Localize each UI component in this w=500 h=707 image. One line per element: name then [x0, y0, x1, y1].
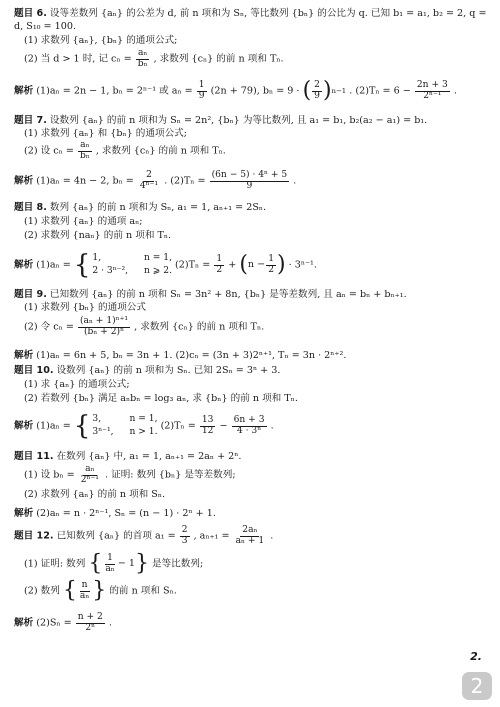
paren-expression: ( n − $\frac{1}{2}$ ) — [239, 252, 286, 277]
problem-7-statement: 题目 7. 设数列 {aₙ} 的前 n 项和为 Sₙ = 2n², {bₙ} 为等比数列, 且 a₁ = b₁, b₂(a₂ − a₁) = b₁. — [14, 115, 428, 126]
problem-10-part-2: (2) 若数列 {bₙ} 满足 aₙbₙ = log₃ aₙ, 求 {bₙ} 的前 n 项和 Tₙ. — [24, 393, 298, 404]
problem-8-part-2: (2) 求数列 {naₙ} 的前 n 项和 Tₙ. — [24, 230, 172, 241]
problem-11-solution: 解析 (2)aₙ = n · 2ⁿ⁻¹, Sₙ = (n − 1) · 2ⁿ + 1. — [14, 508, 216, 519]
fraction: $\frac{\text{(aₙ + 1)ⁿ⁺¹}}{\text{(bₙ + 2)ⁿ}}$ — [79, 316, 129, 337]
problem-12-part-2: (2) 数列 { $\frac{n}{\text{aₙ}}$ } 的前 n 项和 Sₙ. — [24, 578, 177, 603]
problem-9-part-1: (1) 求数列 {bₙ} 的通项公式 — [24, 302, 146, 313]
brace-expression: { $\frac{1}{\text{aₙ}}$ − 1 } — [88, 551, 149, 576]
problem-8-solution: 解析 (1)aₙ = { 1, n = 1, 2 · 3ⁿ⁻², n ⩾ 2. (2)Tₙ = $\frac{1}{2}$ + ( n − $\frac{1}{2}$ ) · 3ⁿ⁻¹. — [14, 250, 317, 280]
problem-9-part-2: (2) 令 cₙ = $\frac{\text{(aₙ + 1)ⁿ⁺¹}}{\text{(bₙ + 2)ⁿ}}$ , 求数列 {cₙ} 的前 n 项和 Tₙ. — [24, 316, 265, 337]
problem-9-statement: 题目 9. 已知数列 {aₙ} 的前 n 项和 Sₙ = 3n² + 8n, {bₙ} 是等差数列, 且 aₙ = bₙ + bₙ₊₁. — [14, 289, 407, 300]
paren-fraction: ( $\frac{2}{9}$ ) n−1 — [302, 78, 347, 103]
fraction: $\frac{\text{2aₙ}}{\text{aₙ + 1}}$ — [235, 525, 265, 546]
problem-6-statement: 题目 6. 设等差数列 {aₙ} 的公差为 d, 前 n 项和为 Sₙ, 等比数列 {bₙ} 的公比为 q. 已知 b₁ = a₁, b₂ = 2, q = — [14, 8, 487, 19]
fraction: $\frac{13}{12}$ — [201, 414, 214, 436]
fraction: $\frac{2}{3}$ — [181, 525, 188, 546]
problem-12-part-1: (1) 证明: 数列 { $\frac{1}{\text{aₙ}}$ − 1 } 是等比数列; — [24, 551, 204, 576]
brace-expression: { $\frac{n}{\text{aₙ}}$ } — [62, 578, 107, 603]
problem-9-solution: 解析 (1)aₙ = 6n + 5, bₙ = 3n + 1. (2)cₙ = (3n + 3)2ⁿ⁺¹, Tₙ = 3n · 2ⁿ⁺². — [14, 350, 347, 361]
problem-11-part-1: (1) 设 bₙ = $\frac{\text{aₙ}}{\text{2ⁿ⁻¹}}$ . 证明: 数列 {bₙ} 是等差数列; — [24, 464, 236, 485]
problem-11-part-2: (2) 求数列 {aₙ} 的前 n 项和 Sₙ. — [24, 489, 166, 500]
problem-10-solution: 解析 (1)aₙ = { 3, n = 1, 3ⁿ⁻¹, n > 1. (2)Tₙ = $\frac{13}{12}$ − $\frac{6n + 3}{\text{4 · 3ⁿ}}$ . — [14, 411, 274, 441]
page-badge: 2 — [462, 672, 492, 700]
page-number: 2. — [470, 650, 482, 663]
fraction: $\frac{\text{aₙ}}{\text{bₙ}}$ — [137, 48, 148, 69]
fraction: $\frac{2n + 3}{\text{2ⁿ⁻¹}}$ — [416, 79, 448, 101]
problem-6-statement-cont: d, S₁₀ = 100. — [14, 21, 77, 32]
problem-6-solution: 解析 (1)aₙ = 2n − 1, bₙ = 2ⁿ⁻¹ 或 aₙ = $\frac{1}{9}$ (2n + 79), bₙ = 9 · ( $\frac{2}{9}$ ) n−1 . (2)Tₙ = 6 − $\frac{2n + 3}{\text{2ⁿ⁻¹}}$ . — [14, 78, 457, 103]
fraction: $\frac{\text{(6n − 5) · 4ⁿ + 5}}{9}$ — [211, 170, 288, 191]
problem-10-statement: 题目 10. 设数列 {aₙ} 的前 n 项和为 Sₙ. 已知 2Sₙ = 3ⁿ + 3. — [14, 365, 281, 376]
fraction: $\frac{n + 2}{\text{2ⁿ}}$ — [77, 612, 103, 633]
problem-11-statement: 题目 11. 在数列 {aₙ} 中, a₁ = 1, aₙ₊₁ = 2aₙ + 2ⁿ. — [14, 451, 242, 462]
problem-7-part-2: (2) 设 cₙ = $\frac{\text{aₙ}}{\text{bₙ}}$ , 求数列 {cₙ} 的前 n 项和 Tₙ. — [24, 140, 226, 161]
fraction: $\frac{\text{aₙ}}{\text{bₙ}}$ — [79, 140, 90, 161]
fraction: $\frac{\text{aₙ}}{\text{2ⁿ⁻¹}}$ — [80, 464, 99, 485]
piecewise-cases: { 3, n = 1, 3ⁿ⁻¹, n > 1. — [73, 411, 158, 441]
problem-12-statement: 题目 12. 已知数列 {aₙ} 的首项 a₁ = $\frac{2}{3}$ , aₙ₊₁ = $\frac{\text{2aₙ}}{\text{aₙ + 1}}$ . — [14, 525, 274, 546]
problem-7-part-1: (1) 求数列 {aₙ} 和 {bₙ} 的通项公式; — [24, 128, 187, 139]
fraction: $\frac{1}{9}$ — [198, 79, 205, 101]
problem-6-part-2: (2) 当 d > 1 时, 记 cₙ = $\frac{\text{aₙ}}{\text{bₙ}}$ , 求数列 {cₙ} 的前 n 项和 Tₙ. — [24, 48, 284, 69]
piecewise-cases: { 1, n = 1, 2 · 3ⁿ⁻², n ⩾ 2. — [73, 250, 172, 280]
problem-10-part-1: (1) 求 {aₙ} 的通项公式; — [24, 379, 130, 390]
problem-6-part-1: (1) 求数列 {aₙ}, {bₙ} 的通项公式; — [24, 35, 178, 46]
fraction: $\frac{2}{\text{4ⁿ⁻¹}}$ — [139, 170, 159, 191]
problem-7-solution: 解析 (1)aₙ = 4n − 2, bₙ = $\frac{2}{\text{4ⁿ⁻¹}}$ . (2)Tₙ = $\frac{\text{(6n − 5) · 4ⁿ + 5}}{9}$ . — [14, 170, 297, 191]
problem-8-part-1: (1) 求数列 {aₙ} 的通项 aₙ; — [24, 216, 143, 227]
fraction: $\frac{1}{2}$ — [216, 253, 223, 275]
problem-8-statement: 题目 8. 数列 {aₙ} 的前 n 项和为 Sₙ, a₁ = 1, aₙ₊₁ = 2Sₙ. — [14, 202, 267, 213]
problem-12-solution: 解析 (2)Sₙ = $\frac{n + 2}{\text{2ⁿ}}$ . — [14, 612, 112, 633]
fraction: $\frac{6n + 3}{\text{4 · 3ⁿ}}$ — [233, 414, 265, 436]
